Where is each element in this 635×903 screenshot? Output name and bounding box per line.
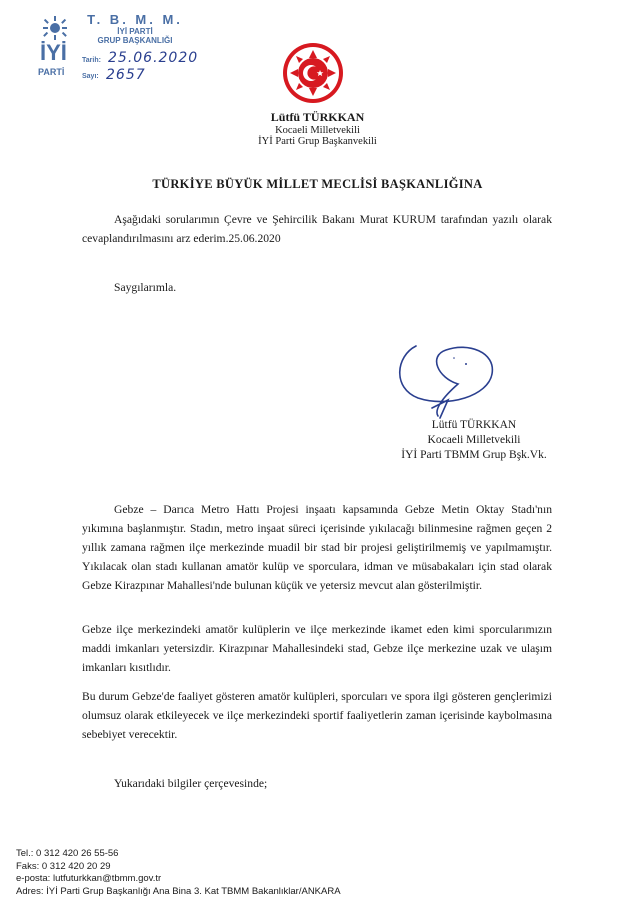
footer-contact <box>16 848 616 898</box>
stamp-number-label: Sayı: <box>82 73 99 80</box>
tbmm-emblem-icon <box>282 42 344 104</box>
logo-subtext: PARTİ <box>38 67 65 77</box>
stamp-line1: T. B. M. M. <box>87 12 183 27</box>
body-paragraph-3: Bu durum Gebze'de faaliyet gösteren amatör kulüpleri, sporcuları ve spora ilgi gösteren gençlerimizi olumsuz olarak etkileyecek ve ilçe merkezindeki sportif faaliyetlerin zaman içerisinde kaybolmasına sebebiyet verecektir. <box>82 690 552 741</box>
stamp-date-label: Tarih: <box>82 57 101 64</box>
signature-title1: Kocaeli Milletvekili <box>427 434 521 446</box>
footer-email: e-posta: lutfuturkkan@tbmm.gov.tr <box>16 873 162 884</box>
logo-text: İYİ <box>40 40 67 65</box>
closing-line: Yukarıdaki bilgiler çerçevesinde; <box>114 777 268 790</box>
sender-name: Lütfü TÜRKKAN <box>270 110 365 124</box>
signature-name: Lütfü TÜRKKAN <box>431 419 517 431</box>
stamp-line2: İYİ PARTİ <box>117 27 153 36</box>
footer-fax: Faks: 0 312 420 20 29 <box>16 860 111 872</box>
stamp-line3: GRUP BAŞKANLIĞI <box>97 36 173 45</box>
greeting: Saygılarımla. <box>114 281 177 294</box>
party-logo <box>38 14 72 84</box>
footer-address: Adres: İYİ Parti Grup Başkanlığı Ana Bina 3. Kat TBMM Bakanlıklar/ANKARA <box>16 885 341 897</box>
intro-paragraph: Aşağıdaki sorularımın Çevre ve Şehircilik Bakanı Murat KURUM tarafından yazılı olarak cevaplandırılmasını arz ederim.25.06.2020 <box>82 213 552 245</box>
sender-block <box>0 110 635 147</box>
sender-title1: Kocaeli Milletvekili <box>275 125 360 136</box>
sender-title2: İYİ Parti Grup Başkanvekili <box>258 136 377 147</box>
signature-scribble <box>388 338 508 428</box>
stamp-date-value: 25.06.2020 <box>108 50 199 66</box>
body-paragraph-2: Gebze ilçe merkezindeki amatör kulüplerin ve ilçe merkezinde ikamet eden kimi sporcularımızın maddi imkanları yetersizdir. Kirazpınar Mahallesindeki stad, Gebze ilçe merkezine uzak ve ulaşım imkanları kısıtlıdır. <box>82 623 552 674</box>
signature-title2: İYİ Parti TBMM Grup Bşk.Vk. <box>401 449 547 461</box>
stamp-number-value: 2657 <box>106 67 146 83</box>
document-heading: TÜRKİYE BÜYÜK MİLLET MECLİSİ BAŞKANLIĞINA <box>152 177 483 191</box>
receipt-stamp <box>80 12 230 83</box>
body-paragraph-1: Gebze – Darıca Metro Hattı Projesi inşaatı kapsamında Gebze Metin Oktay Stadı'nın yıkımına başlanmıştır. Stadın, metro inşaat süreci içerisinde yıkılacağı bilinmesine rağmen geçen 2 yıllık zamana rağmen ilçe merkezinde muadil bir stad bir projesi geliştirilmemiş ve yapılmamıştır. Yıkılacak olan stadı kullanan amatör kulüp ve sporculara, idman ve müsabakaları için stad olarak Gebze Kirazpınar Mahallesi'nde bulunan küçük ve yetersiz mevcut alan gösterilmiştir. <box>82 503 552 592</box>
footer-tel: Tel.: 0 312 420 26 55-56 <box>16 848 119 859</box>
signature-block <box>398 418 550 463</box>
